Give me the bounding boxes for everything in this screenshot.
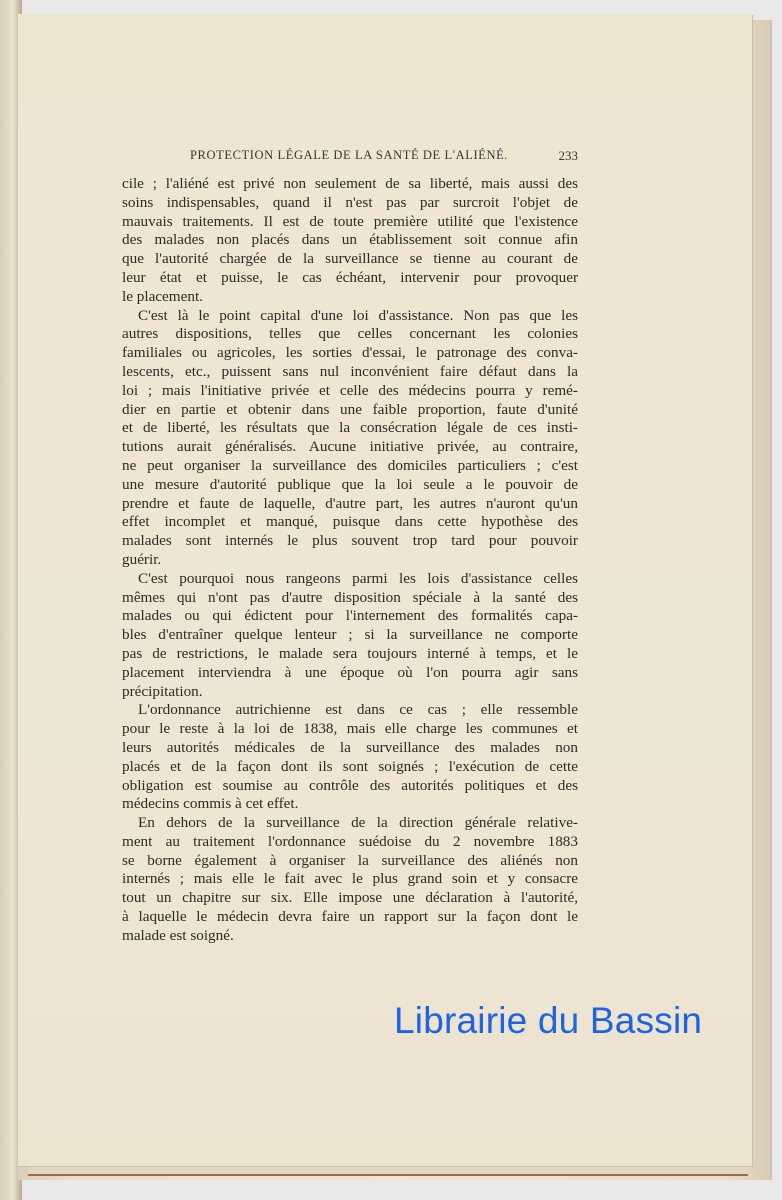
text-line: familiales ou agricoles, les sorties d'essai, le patronage des conva- [122, 344, 578, 362]
text-line: leurs autorités médicales de la surveillance des malades non [122, 738, 578, 756]
text-line: placés et de la façon dont ils sont soignés ; l'exécution de cette [122, 757, 578, 775]
text-line: le placement. [122, 287, 203, 305]
watermark: Librairie du Bassin [394, 1000, 703, 1041]
text-line: tout un chapitre sur six. Elle impose une déclaration à l'autorité, [122, 889, 578, 907]
text-line: à laquelle le médecin devra faire un rapport sur la façon dont le [122, 908, 578, 926]
text-line: tutions aurait généralisés. Aucune initiative privée, au contraire, [122, 438, 578, 456]
paragraph [122, 175, 578, 307]
paragraph [122, 570, 578, 702]
text-line: effet incomplet et manqué, puisque dans cette hypothèse des [122, 513, 578, 531]
text-line: obligation est soumise au contrôle des autorités politiques et des [122, 776, 578, 794]
text-line: internés ; mais elle le fait avec le plus grand soin et y consacre [122, 870, 578, 888]
text-line: dier en partie et obtenir dans une faible proportion, faute d'unité [122, 400, 578, 418]
text-line: loi ; mais l'initiative privée et celle des médecins pourra y remé- [122, 381, 578, 399]
text-line: se borne également à organiser la surveillance des aliénés non [122, 851, 578, 869]
text-line: guérir. [122, 550, 162, 568]
text-line: L'ordonnance autrichienne est dans ce cas ; elle ressemble [138, 701, 578, 719]
running-title: PROTECTION LÉGALE DE LA SANTÉ DE L'ALIÉNÉ. [190, 148, 509, 162]
text-line: autres dispositions, telles que celles concernant les colonies [122, 325, 578, 343]
text-line: pour le reste à la loi de 1838, mais elle charge les communes et [122, 720, 578, 738]
text-line: C'est là le point capital d'une loi d'assistance. Non pas que les [138, 306, 578, 324]
text-line: C'est pourquoi nous rangeons parmi les lois d'assistance celles [138, 569, 578, 587]
text-line: soins indispensables, quand il n'est pas par surcroit l'objet de [122, 193, 578, 211]
body-text [122, 175, 578, 946]
text-line: et de liberté, les résultats que la consécration légale de ces insti- [122, 419, 578, 437]
text-line: pas de restrictions, le malade sera toujours interné à temps, et le [122, 644, 578, 662]
text-line: précipitation. [122, 682, 203, 700]
text-line: leur état et puisse, le cas échéant, intervenir pour provoquer [122, 268, 578, 286]
text-line: médecins commis à cet effet. [122, 795, 299, 813]
text-line: des malades non placés dans un établissement soit connue afin [122, 231, 578, 249]
text-line: malade est soigné. [122, 926, 234, 944]
text-line: mauvais traitements. Il est de toute première utilité que l'existence [122, 212, 578, 230]
text-line: ment au traitement l'ordonnance suédoise du 2 novembre 1883 [122, 832, 578, 850]
paragraph [122, 701, 578, 814]
text-line: placement interviendra à une époque où l'on pourra agir sans [122, 663, 578, 681]
paragraph [122, 307, 578, 570]
text-line: mêmes qui n'ont pas d'autre disposition spéciale à la santé des [122, 588, 578, 606]
text-line: malades ou qui édictent pour l'internement des formalités capa- [122, 607, 578, 625]
text-line: prendre et faute de laquelle, d'autre part, les autres n'auront qu'un [122, 494, 578, 512]
running-header [190, 148, 578, 164]
text-line: malades sont internés le plus souvent trop tard pour pouvoir [122, 532, 578, 550]
text-line: bles d'entraîner quelque lenteur ; si la surveillance ne comporte [122, 626, 578, 644]
text-line: que l'autorité chargée de la surveillance se tienne au courant de [122, 250, 578, 268]
page-number: 233 [558, 148, 578, 163]
text-line: une mesure d'autorité publique que la loi seule a le pouvoir de [122, 475, 578, 493]
text-line: cile ; l'aliéné est privé non seulement de sa liberté, mais aussi des [122, 175, 578, 192]
text-line: lescents, etc., puissent sans nul inconvénient faire défaut dans la [122, 362, 578, 380]
paragraph [122, 814, 578, 946]
text-line: ne peut organiser la surveillance des domiciles particuliers ; c'est [122, 456, 578, 474]
page-bottom-edge [28, 1166, 748, 1176]
text-line: En dehors de la surveillance de la direction générale relative- [138, 814, 578, 832]
